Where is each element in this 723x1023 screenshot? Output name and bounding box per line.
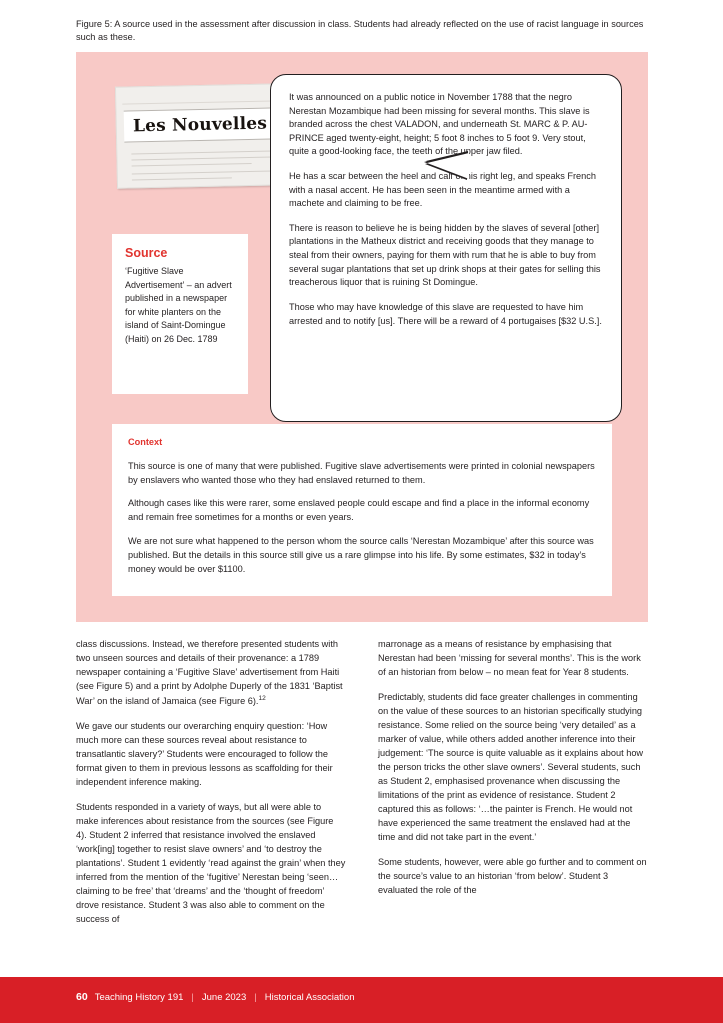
context-paragraph: We are not sure what happened to the person whom the source calls ‘Nerestan Mozambique’ after this source was published. But the details in this source still give us a rare glimpse into his life. By some estimates, $32 in today’s money would be over $1100.	[128, 535, 594, 574]
body-paragraph	[76, 638, 346, 709]
body-paragraph: Some students, however, were able go further and to comment on the source’s value to an historian ‘from below’. Student 3 evaluated the role of the	[378, 856, 647, 895]
body-paragraph: marronage as a means of resistance by emphasising that Nerestan had been ‘missing for several months’. This is the work of an historian from below – no mean feat for Year 8 students.	[378, 639, 641, 677]
body-column-right	[378, 638, 648, 909]
newspaper-text-line	[131, 150, 279, 154]
newspaper-illustration	[112, 79, 287, 189]
footer-publisher: Historical Association	[264, 992, 355, 1003]
body-paragraph: We gave our students our overarching enquiry question: ‘How much more can these sources reveal about resistance to transatlantic slavery?’ Students were encouraged to follow the format given to them in previous lessons as scaffolding for their independent inference making.	[76, 720, 333, 787]
newspaper-text-line	[132, 170, 280, 174]
footnote-marker: 12	[258, 694, 266, 702]
source-description: ‘Fugitive Slave Advertisement’ – an advert published in a newspaper for white planters on the island of Saint-Domingue (Haiti) on 26 Dec. 1789	[125, 266, 232, 344]
source-heading: Source	[125, 246, 168, 260]
newspaper-fold	[122, 100, 286, 104]
body-paragraph-text: class discussions. Instead, we therefore presented students with two unseen sources and details of their provenance: a 1789 newspaper containing a ‘Fugitive Slave’ advertisement from Haiti (see Figure 5) and a print by Adolphe Duperly of the 1831 ‘Baptist War’ on the island of Jamaica (see Figure 6).	[76, 639, 343, 706]
newspaper-text-line	[132, 177, 232, 180]
bubble-paragraph: Those who may have knowledge of this slave are requested to have him arrested and to notify [us]. There will be a reward of 4 portugaises [$32 U.S.].	[289, 301, 602, 326]
source-box	[112, 234, 248, 394]
footer-divider: |	[254, 992, 257, 1003]
figure-panel	[76, 52, 648, 622]
context-paragraph: Although cases like this were rarer, some enslaved people could escape and find a place in the informal economy and remain free sometimes for a months or even years.	[128, 498, 590, 523]
body-column-left	[76, 638, 346, 938]
figure-caption: Figure 5: A source used in the assessment after discussion in class. Students had already reflected on the use of racist language in sources such as these.	[76, 19, 644, 43]
body-paragraph: Predictably, students did face greater challenges in commenting on the value of these sources to an historian specifically studying resistance. Some relied on the source being ‘very detailed’ as a marker of value, while others added another inference into their judgement: ‘The source is quite valuable as it explains about how the person tricks the other slave owners’. Several students, such as Student 2, emphasised provenance when discussing the limitations of the print as evidence of resistance. Student 2 captured this as follows: ‘…the painter is French. He would not have experienced the same treatment the enslaved had at the time and did not take part in the event.’	[378, 691, 644, 842]
bubble-paragraph: It was announced on a public notice in November 1788 that the negro Nerestan Mozambique had been missing for several months. This slave is branded across the chest VALADON, and underneath St. MARC & P. AU-PRINCE aged twenty-eight, height; 5 foot 8 inches to 5 foot 9. Very stout, quite a good-looking face, the teeth of the upper jaw filed.	[289, 92, 590, 157]
context-paragraph: This source is one of many that were published. Fugitive slave advertisements were printed in colonial newspapers by enslavers who wanted those who they had enslaved returned to them.	[128, 460, 595, 485]
page-footer	[0, 977, 723, 1023]
bubble-paragraph: He has a scar between the heel and calf of his right leg, and speaks French with a nasal accent. He has been seen in the meantime armed with a machete and claiming to be free.	[289, 171, 596, 209]
speech-bubble-source-text	[270, 74, 622, 422]
footer-issue: June 2023	[201, 992, 247, 1003]
newspaper-text-line	[131, 156, 279, 160]
article-body	[76, 638, 648, 958]
bubble-paragraph: There is reason to believe he is being hidden by the slaves of several [other] plantations in the Matheux district and receiving goods that they manage to steal from their owners, paying for them with rum that he is able to buy from several sugar plantations that set up drink shops at their gates for selling this treacherous liquor that is ruining St Domingue.	[289, 222, 601, 288]
footer-content	[76, 991, 354, 1003]
newspaper-text-line	[132, 163, 252, 167]
body-paragraph: Students responded in a variety of ways, but all were able to make inferences about resistance from the sources (see Figure 4). Student 2 inferred that resistance involved the enslaved ‘work[ing] together to resist slave owners’ and ‘to destroy the plantations’. Student 1 evidently ‘read against the grain’ when they inferred from the mention of the ‘fugitive’ Nerestan being ‘seen… claiming to be free’ that ‘dreams’ and the ‘thought of freedom’ drove resistance. Student 3 was also able to comment on the success of	[76, 801, 346, 924]
context-box	[112, 424, 612, 596]
context-heading: Context	[128, 437, 163, 447]
speech-bubble-tail	[427, 153, 469, 179]
footer-divider: |	[191, 992, 194, 1003]
footer-page-number: 60	[76, 991, 88, 1003]
footer-journal: Teaching History 191	[94, 992, 184, 1003]
newspaper-title: Les Nouvelles	[132, 113, 268, 137]
newspaper-masthead	[124, 107, 277, 142]
